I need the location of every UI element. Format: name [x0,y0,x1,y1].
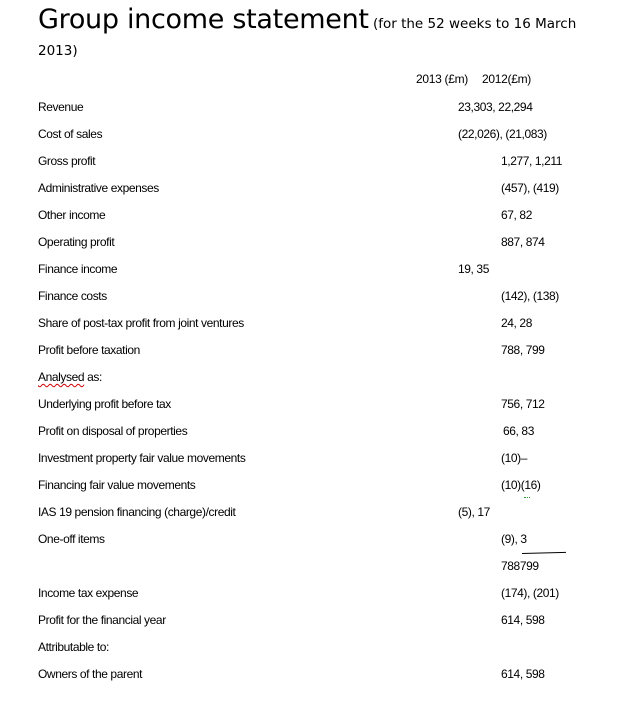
subtitle-continuation: 2013) [38,43,78,59]
row-value: (142), (138) [501,289,559,303]
row-gross-profit [0,154,622,170]
row-value: 24, 28 [501,316,532,330]
row-value: (10)– [501,451,528,465]
row-label: Financing fair value movements [38,478,196,492]
row-investment-property-fv [0,451,622,467]
row-label: Other income [38,208,106,222]
row-share-of-jv-profit [0,316,622,332]
row-attributable-to [0,640,622,656]
row-value: 887, 874 [501,235,545,249]
row-label: Finance costs [38,289,107,303]
row-value: (174), (201) [501,586,559,600]
column-header-2012: 2012(£m) [482,72,531,86]
row-label: Share of post-tax profit from joint ventures [38,316,244,330]
row-value: (22,026), (21,083) [458,127,547,141]
row-label: Cost of sales [38,127,103,141]
row-profit-before-taxation [0,343,622,359]
row-label: Revenue [38,100,84,114]
column-header-2013: 2013 (£m) [416,72,468,86]
row-subtotal [0,559,622,575]
row-value: 756, 712 [501,397,545,411]
row-label: Administrative expenses [38,181,159,195]
misspelled-word[interactable]: Analysed [38,370,85,384]
row-label: Underlying profit before tax [38,397,171,411]
row-other-income [0,208,622,224]
row-income-tax-expense [0,586,622,602]
row-administrative-expenses [0,181,622,197]
label-rest: as: [84,370,102,384]
subtitle: (for the 52 weeks to 16 March [368,16,577,32]
grammar-check-mark[interactable] [524,494,530,498]
row-value: 66, 83 [503,424,534,438]
row-value: 614, 598 [501,667,545,681]
row-value: 1,277, 1,211 [501,154,563,168]
row-one-off-items [0,532,622,548]
row-value: (457), (419) [501,181,559,195]
row-label: Profit before taxation [38,343,140,357]
row-financing-fv [0,478,622,494]
row-value: (10)(16) [501,478,541,492]
row-label: Profit for the financial year [38,613,166,627]
row-label: Profit on disposal of properties [38,424,188,438]
row-value: 788, 799 [501,343,545,357]
row-value: (9), 3 [501,532,527,546]
row-label: Operating profit [38,235,115,249]
row-label: Finance income [38,262,118,276]
row-analysed-as [0,370,622,386]
row-label: Investment property fair value movements [38,451,246,465]
row-owners-of-parent [0,667,622,683]
row-profit-on-disposal [0,424,622,440]
row-value: 788799 [501,559,539,573]
row-profit-for-year [0,613,622,629]
row-finance-costs [0,289,622,305]
row-label: Gross profit [38,154,96,168]
row-label [38,370,102,384]
page-title [38,2,576,42]
row-label: Attributable to: [38,640,109,654]
row-ias19-pension [0,505,622,521]
row-label: Owners of the parent [38,667,143,681]
row-finance-income [0,262,622,278]
row-value: (5), 17 [458,505,490,519]
row-label: One-off items [38,532,105,546]
row-value: 67, 82 [501,208,532,222]
row-label: Income tax expense [38,586,139,600]
row-operating-profit [0,235,622,251]
row-value: 23,303, 22,294 [458,100,533,114]
subtotal-rule [522,552,566,554]
title-text: Group income statement [38,4,369,35]
row-label: IAS 19 pension financing (charge)/credit [38,505,236,519]
row-value: 19, 35 [458,262,489,276]
row-value: 614, 598 [501,613,545,627]
row-revenue [0,100,622,116]
row-underlying-profit [0,397,622,413]
row-cost-of-sales [0,127,622,143]
